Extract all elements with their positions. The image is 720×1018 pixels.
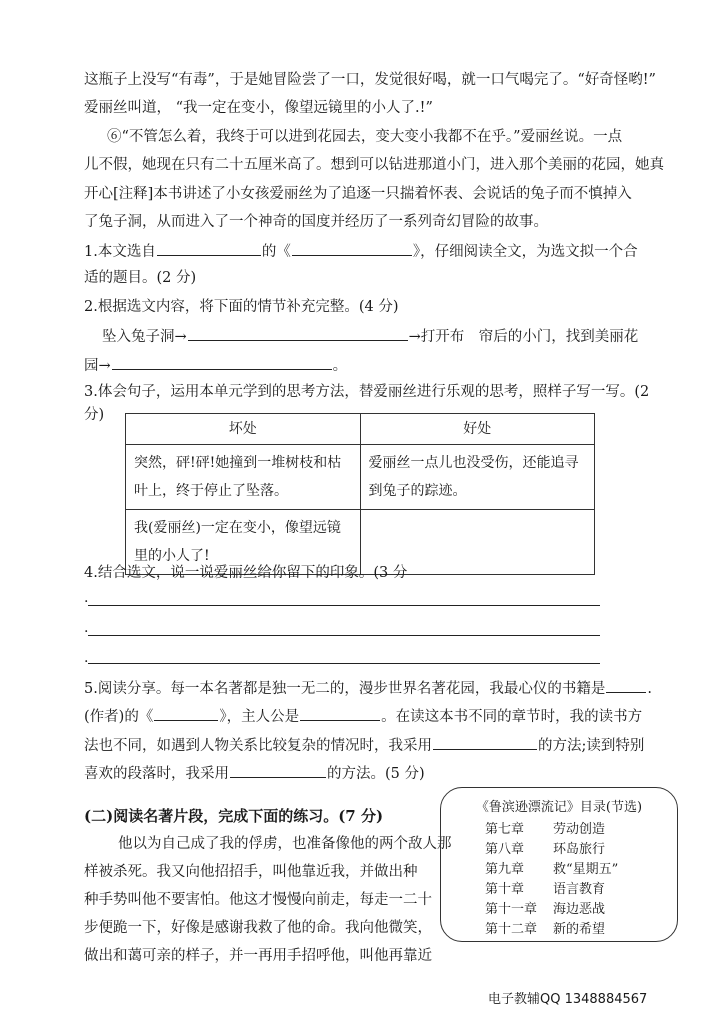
q1-text-b: 的《 [261, 244, 291, 260]
toc-chapter-num: 第十一章 [485, 902, 538, 917]
toc-chapter-num: 第十章 [485, 882, 525, 897]
q1-blank-source[interactable] [157, 240, 261, 256]
q5-text-h: 喜欢的段落时，我采用 [84, 766, 229, 782]
question-2-plot [102, 325, 638, 347]
excerpt-line-1: 他以为自己成了我的俘虏，也准备像他的两个敌人那 [118, 836, 452, 852]
q5-text-e: 。在读这本书不同的章节时，我的读书方 [381, 709, 643, 725]
toc-chapter-num: 第十二章 [485, 922, 538, 937]
q2-text-b: →打开布 帘后的小门，找到美丽花 [408, 329, 639, 345]
excerpt-line-4: 步便跪一下，好像是感谢我救了他的命。我向他微笑， [84, 920, 432, 936]
passage-line-5: 开心[注释]本书讲述了小女孩爱丽丝为了追逐一只揣着怀表、会说话的兔子而不慎掉入 [84, 186, 632, 202]
q1-text-c: 》，仔细阅读全文，为选文拟一个合 [412, 244, 638, 260]
toc-chapter-num: 第八章 [485, 842, 525, 857]
question-5-line-4 [84, 762, 425, 784]
q4-answer-line-2[interactable] [88, 634, 600, 636]
passage-line-4: 儿不假，她现在只有二十五厘米高了。想到可以钻进那道小门，进入那个美丽的花园，她真 [84, 157, 664, 173]
q5-blank-title[interactable] [154, 705, 218, 721]
question-2-prompt: 2.根据选文内容，将下面的情节补充完整。(4 分) [84, 299, 399, 315]
footer-contact: 电子教辅QQ 1348884567 [488, 992, 648, 1007]
toc-chapter-num: 第七章 [485, 822, 525, 837]
q4-bullet-3: . [84, 650, 89, 666]
q2-text-c: 园→ [84, 358, 111, 374]
question-1 [84, 240, 638, 262]
q2-blank-2[interactable] [112, 354, 332, 370]
q5-text-a: 5.阅读分享。每一本名著都是独一无二的，漫步世界名著花园，我最心仪的书籍是 [84, 681, 606, 697]
passage-line-6: 了兔子洞，从而进入了一个神奇的国度并经历了一系列奇幻冒险的故事。 [84, 214, 548, 230]
q4-answer-line-3[interactable] [88, 662, 600, 664]
passage-line-2: 爱丽丝叫道， “我一定在变小，像望远镜里的小人了.!” [84, 100, 433, 116]
toc-title: 《鲁滨逊漂流记》目录(节选) [475, 800, 643, 815]
q1-blank-title[interactable] [292, 240, 412, 256]
excerpt-line-2: 样被杀死。我又向他招招手，叫他靠近我，并做出种 [84, 864, 418, 880]
question-3-line-2: 分) [84, 407, 105, 423]
toc-row [485, 878, 655, 897]
table-of-contents-box [440, 787, 678, 942]
q2-text-d: 。 [332, 358, 348, 374]
toc-chapter-num: 第九章 [485, 862, 525, 877]
toc-row [485, 918, 655, 937]
q5-text-g: 的方法;读到特别 [538, 738, 645, 754]
question-5-line-3 [84, 734, 644, 756]
optimism-table [125, 413, 595, 575]
q2-blank-1[interactable] [188, 325, 408, 341]
cell-bad-1: 突然，砰!砰!她撞到一堆树枝和枯叶上，终于停止了坠落。 [126, 445, 361, 510]
q4-bullet-1: . [84, 590, 89, 606]
cell-bad-2: 我(爱丽丝)一定在变小，像望远镜里的小人了! [126, 510, 361, 575]
toc-chapter-name: 新的希望 [553, 922, 606, 937]
question-4-prompt: 4.结合选文，说一说爱丽丝给你留下的印象。(3 分 [84, 565, 408, 581]
toc-row [485, 818, 655, 837]
question-5-line-1 [84, 677, 652, 699]
q5-blank-method-1[interactable] [433, 734, 537, 750]
header-good: 好处 [360, 414, 595, 445]
q5-blank-method-2[interactable] [230, 762, 326, 778]
q5-text-c: (作者)的《 [84, 709, 154, 725]
q4-answer-line-1[interactable] [88, 604, 600, 606]
q5-text-d: 》，主人公是 [219, 709, 300, 725]
question-2-plot-2 [84, 354, 347, 376]
question-5-line-2 [84, 705, 642, 727]
q5-text-b: . [647, 681, 652, 697]
table-header-row [126, 414, 595, 445]
toc-row [485, 858, 655, 877]
question-3-line-1: 3.体会句子，运用本单元学到的思考方法，替爱丽丝进行乐观的思考，照样子写一写。(2 [84, 384, 650, 400]
toc-chapter-name: 劳动创造 [553, 822, 606, 837]
q5-blank-protagonist[interactable] [300, 705, 380, 721]
q5-text-f: 法也不同，如遇到人物关系比较复杂的情况时，我采用 [84, 738, 432, 754]
section-2-title: (二)阅读名著片段，完成下面的练习。(7 分) [84, 807, 384, 825]
q1-text-a: 1.本文选自 [84, 244, 156, 260]
q2-text-a: 坠入兔子洞→ [102, 329, 187, 345]
toc-row [485, 838, 655, 857]
excerpt-line-3: 种手势叫他不要害怕。他这才慢慢向前走，每走一二十 [84, 892, 432, 908]
excerpt-line-5: 做出和蔼可亲的样子，并一再用手招呼他，叫他再靠近 [84, 948, 432, 964]
q1-line-2: 适的题目。(2 分) [84, 270, 197, 286]
header-bad: 坏处 [126, 414, 361, 445]
q5-blank-book[interactable] [606, 677, 646, 693]
table-row [126, 445, 595, 510]
toc-chapter-name: 环岛旅行 [553, 842, 606, 857]
toc-chapter-name: 救“星期五” [553, 862, 619, 877]
toc-row [485, 898, 655, 917]
toc-chapter-name: 语言教育 [553, 882, 606, 897]
cell-good-1: 爱丽丝一点儿也没受伤，还能追寻到兔子的踪迹。 [360, 445, 595, 510]
passage-line-3: ⑥“不管怎么着，我终于可以进到花园去，变大变小我都不在乎。”爱丽丝说。一点 [107, 129, 623, 145]
passage-line-1: 这瓶子上没写“有毒”，于是她冒险尝了一口，发觉很好喝，就一口气喝完了。“好奇怪哟!” [84, 72, 656, 88]
q4-bullet-2: . [84, 620, 89, 636]
toc-chapter-name: 海边恶战 [553, 902, 606, 917]
q5-text-i: 的方法。(5 分) [327, 766, 425, 782]
